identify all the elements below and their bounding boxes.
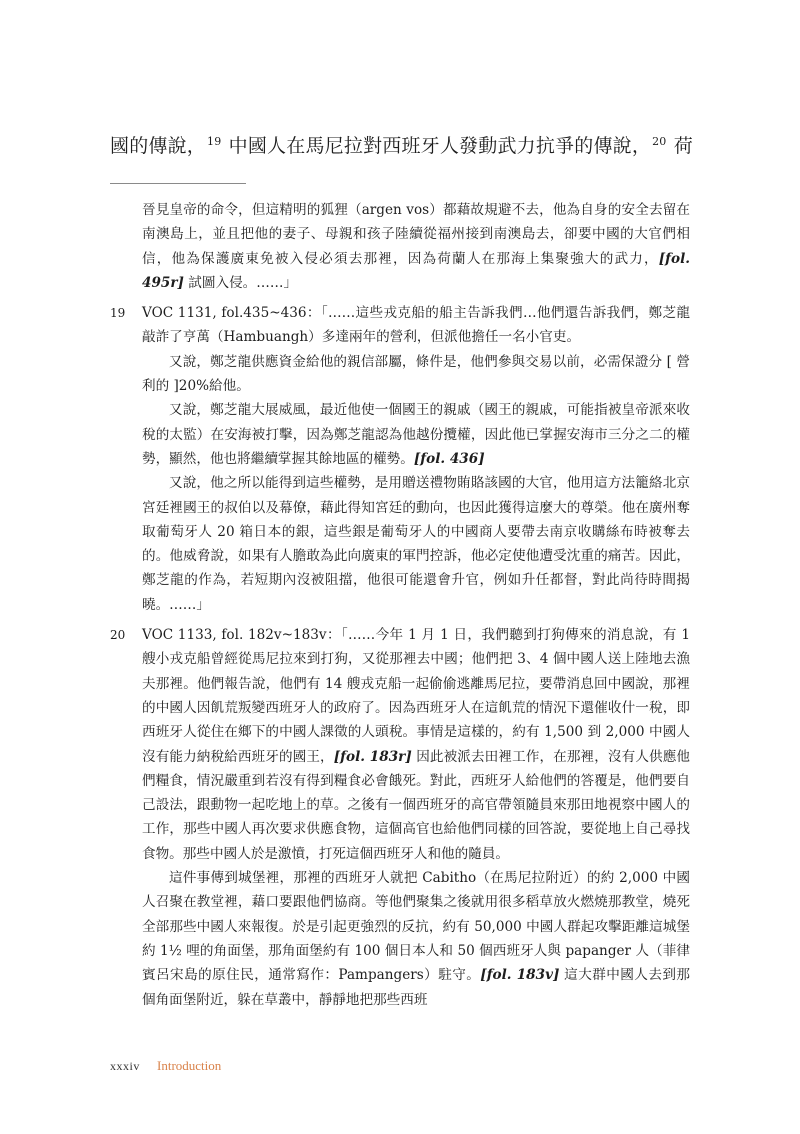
footnote-19-paragraph bbox=[110, 471, 690, 617]
footnotes bbox=[110, 198, 690, 1012]
footnote-19 bbox=[110, 301, 690, 350]
footnote-text: VOC 1133, fol. 182v~183v：「……今年 1 月 1 日，我們聽到打狗傳來的消息說，有 1 艘小戎克船曾經從馬尼拉來到打狗，又從那裡去中國；他們把 3、4 個中國人送上陸地去漁夫那裡。他們報告說，他們有 14 艘戎克船一起偷偷逃離馬尼拉，要帶消息回中國說，那裡的中國人因飢荒叛變西班牙人的政府了。因為西班牙人在這飢荒的情況下還催收什一稅，即西班牙人從住在鄉下的中國人課徵的人頭稅。事情是這樣的，約有 1,500 到 2,000 中國人沒有能力納稅給西班牙的國王， bbox=[142, 627, 690, 765]
page-number: xxxiv bbox=[110, 1059, 140, 1073]
running-footer-title: Introduction bbox=[157, 1058, 222, 1073]
footnote-number: 19 bbox=[110, 306, 126, 321]
footnote-text: 晉見皇帝的命令，但這精明的狐狸（argen vos）都藉故規避不去，他為自身的安全去留在南澳島上，並且把他的妻子、母親和孩子陸續從福州接到南澳島去，卻要中國的大官們相信，他為保護廣東免被入侵必須去那裡，因為荷蘭人在那海上集聚強大的武力， bbox=[142, 202, 690, 267]
footnote-text: 又說，他之所以能得到這些權勢，是用贈送禮物賄賂該國的大官，他用這方法籠絡北京宮廷裡國王的叔伯以及幕僚，藉此得知宮廷的動向，也因此獲得這麼大的尊榮。他在廣州奪取葡萄牙人 20 箱日本的銀，這些銀是葡萄牙人的中國商人要帶去南京收購絲布時被奪去的。他威脅說，如果有人膽敢為此向廣東的軍門控訴，他必定使他遭受沈重的痛苦。因此，鄭芝龍的作為，若短期內沒被阻擋，他很可能還會升官，例如升任都督，對此尚待時間揭曉。……」 bbox=[142, 475, 690, 613]
footnote-separator bbox=[110, 183, 246, 184]
footnote-number: 20 bbox=[110, 628, 126, 643]
footnote-text: 這件事傳到城堡裡，那裡的西班牙人就把 Cabitho（在馬尼拉附近）的約 2,000 中國人召聚在教堂裡，藉口要跟他們協商。等他們聚集之後就用很多稻草放火燃燒那教堂，燒死全部那些中國人來報復。於是引起更強烈的反抗，約有 50,000 中國人群起攻擊距離這城堡約 1½ 哩的角面堡，那角面堡約有 100 個日本人和 50 個西班牙人與 papanger 人（菲律賓呂宋島的原住民，通常寫作：Pampangers）駐守。 bbox=[142, 870, 690, 984]
footnote-19-paragraph bbox=[110, 398, 690, 471]
footnote-text: 這大群中國人去到那個角面堡附近，躲在草叢中，靜靜地把那些西班 bbox=[142, 967, 690, 1008]
body-text-part: 中國人在馬尼拉對西班牙人發動武力抗爭的傳說， bbox=[222, 135, 652, 157]
folio-citation: [fol. 183v] bbox=[480, 967, 560, 984]
footnote-20 bbox=[110, 623, 690, 866]
body-text-part: 國的傳說， bbox=[110, 135, 207, 157]
footnote-text: 因此被派去田裡工作，在那裡，沒有人供應他們糧食，情況嚴重到若沒有得到糧食必會餓死。對此，西班牙人給他們的答覆是，他們要自己設法，跟動物一起吃地上的草。之後有一個西班牙的高官帶領隨員來那田地視察中國人的工作，那些中國人再次要求供應食物，這個高官也給他們同樣的回答說，要從地上自己尋找食物。那些中國人於是激憤，打死這個西班牙人和他的隨員。 bbox=[142, 748, 690, 862]
footnote-text: VOC 1131, fol.435~436：「……這些戎克船的船主告訴我們…他們還告訴我們，鄭芝龍敲詐了亨萬（Hambuangh）多達兩年的營利，但派他擔任一名小官吏。 bbox=[142, 305, 690, 346]
body-text-part: 荷 bbox=[667, 135, 693, 157]
footnote-text: 又說，鄭芝龍大展威風，最近他使一個國王的親戚（國王的親戚，可能指被皇帝派來收稅的太監）在安海被打擊，因為鄭芝龍認為他越份攬權，因此他已掌握安海市三分之二的權勢，顯然，他也將繼續掌握其餘地區的權勢。 bbox=[142, 402, 690, 467]
footnote-ref-19[interactable]: 19 bbox=[207, 134, 222, 148]
footnote-text: 試圖入侵。……」 bbox=[183, 274, 298, 291]
footnote-20-paragraph bbox=[110, 866, 690, 1012]
folio-citation: [fol. 495r] bbox=[142, 250, 690, 291]
folio-citation: [fol. 436] bbox=[413, 450, 485, 467]
footnote-ref-20[interactable]: 20 bbox=[652, 134, 667, 148]
footnote-19-paragraph bbox=[110, 350, 690, 399]
body-text-line bbox=[110, 133, 710, 159]
footnote-text: 又說，鄭芝龍供應資金給他的親信部屬，條件是，他們參與交易以前，必需保證分 [ 營利的 ]20%給他。 bbox=[142, 353, 690, 395]
folio-citation: [fol. 183r] bbox=[333, 748, 412, 765]
footnote-continuation bbox=[110, 198, 690, 295]
